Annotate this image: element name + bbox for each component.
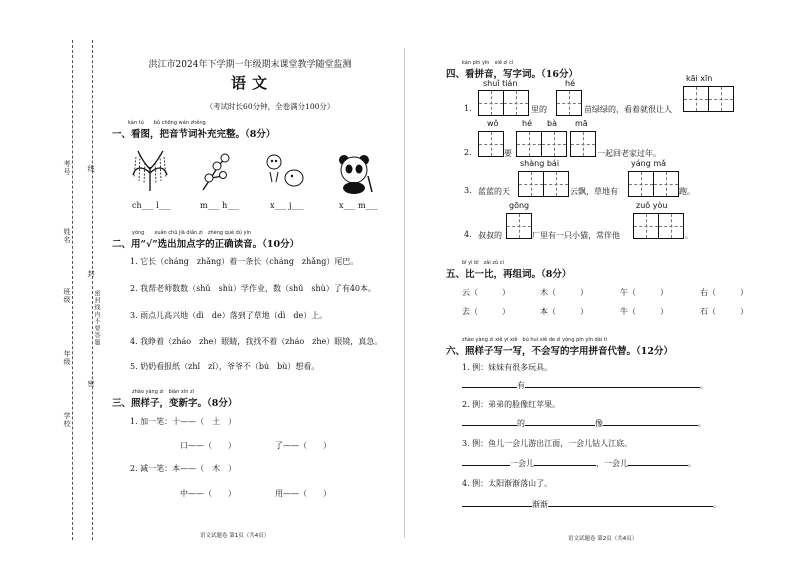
- s4-l1-py-3: kāi xīn: [686, 74, 713, 83]
- s6-pinyin: zhào yàng zi xiě yi xiě bú huì xiě de zì yòng pīn yīn dài tì: [462, 337, 608, 343]
- s4-l4-text-1: 叔叔的: [478, 231, 502, 240]
- s5-r1-4: 右（ ）: [700, 288, 748, 297]
- s4-l2-py-4: mā: [575, 119, 588, 128]
- plum-blossom-icon: [197, 150, 233, 192]
- s4-l3-py-2: yáng mǎ: [631, 159, 667, 168]
- s4-l3-grid-1[interactable]: [518, 171, 544, 197]
- field-class: 班级: [63, 288, 71, 304]
- s4-l1-grid-3[interactable]: [556, 90, 582, 116]
- s2-item-5: 5. 奶奶看报纸（zhǐ zǐ），爷爷不（bú bù）想看。: [130, 362, 320, 371]
- s2-pinyin: yòng xuǎn chū jiā diǎn zì zhèng què dú yīn: [132, 230, 252, 236]
- s4-l4-grid-3[interactable]: [658, 213, 684, 239]
- s4-l2-py-3: bà: [547, 119, 557, 128]
- s1-item-3: x___ j___: [270, 201, 304, 210]
- exam-title: 洪江市2024年下学期一年级期末课堂教学随堂监测: [148, 60, 352, 70]
- s5-r2-4: 石（ ）: [700, 307, 748, 316]
- s4-l2-grid-4[interactable]: [570, 131, 596, 157]
- s4-l4-num: 4.: [464, 230, 472, 239]
- s4-l2-text-2: 一起回老家过年。: [597, 149, 661, 158]
- field-school: 学校: [63, 412, 71, 428]
- s4-l4-grid-2[interactable]: [633, 213, 659, 239]
- s6-ex-3: 3. 例：鱼儿一会儿游出江面，一会儿钻人江底。: [462, 439, 633, 448]
- s4-l3-grid-4[interactable]: [653, 171, 679, 197]
- chicks-icon: [262, 152, 306, 190]
- s4-l4-py-1: gōng: [509, 201, 530, 210]
- s4-l2-py-2: hé: [522, 119, 532, 128]
- s6-ans3-part-3: 。: [688, 459, 696, 468]
- page-divider: [404, 48, 405, 538]
- willow-tree-icon: [130, 147, 170, 192]
- seal-line-outer: [72, 40, 73, 540]
- s5-r1-3: 午（ ）: [620, 288, 668, 297]
- s6-answer-4: [462, 499, 721, 510]
- s6-title: 六、照样子写一写，不会写的字用拼音代替。（12分）: [446, 346, 673, 357]
- s4-l1-grid-2[interactable]: [503, 90, 529, 116]
- s2-title: 二、用“√”选出加点字的正确读音。（10分）: [112, 239, 300, 250]
- panda-icon: [336, 152, 374, 194]
- s6-ans3-part-2: ，一会儿: [596, 459, 628, 468]
- s6-ex-1: 1. 例：妹妹有很多玩具。: [462, 363, 553, 372]
- s4-l3-text-1: 蓝蓝的天: [478, 187, 510, 196]
- field-name: 姓名: [63, 228, 71, 244]
- s4-l4-grid-1[interactable]: [506, 213, 532, 239]
- s3-pinyin: zhào yàng zi biàn xīn zì: [132, 389, 194, 395]
- binding-margin: [0, 0, 100, 561]
- s6-answer-1: [462, 380, 708, 391]
- s3-add-item-1: 口——（ ）: [180, 441, 236, 450]
- s3-title: 三、照样子，变新字。（8分）: [112, 398, 238, 409]
- s4-l3-num: 3.: [464, 186, 472, 195]
- s4-pinyin: kàn pīn yīn xiě zì cí: [462, 60, 514, 66]
- s4-l2-grid-2[interactable]: [516, 131, 542, 157]
- s5-r1-1: 云（ ）: [462, 288, 510, 297]
- s6-answer-3: [462, 458, 696, 469]
- s2-item-1: 1. 它长（cháng zhǎng）着一条长（cháng zhǎng）尾巴。: [130, 257, 359, 266]
- seal-mark-line: 线: [87, 165, 95, 173]
- seal-warning: 密封线内不要答题: [93, 290, 100, 346]
- s6-ans1-part-1: 有: [517, 381, 525, 390]
- s4-l1-text-2: 苗绿绿的，看着就很让人: [584, 105, 672, 114]
- s6-ans2-part-3: 。: [698, 419, 706, 428]
- s4-l2-text-1: 要: [504, 149, 512, 158]
- s3-sub-item-1: 中——（ ）: [180, 489, 236, 498]
- s4-l1-text-1: 里的: [531, 105, 547, 114]
- s4-l1-grid-4[interactable]: [683, 86, 709, 112]
- subject-title: 语文: [230, 74, 273, 92]
- s6-ans2-part-2: 像: [595, 419, 603, 428]
- s6-ans2-part-1: 的: [517, 419, 525, 428]
- s5-r2-1: 去（ ）: [462, 307, 510, 316]
- s6-ans4-part-2: 。: [713, 500, 721, 509]
- field-exam-number: 考号: [63, 160, 71, 176]
- s1-item-2: m___ h___: [200, 201, 240, 210]
- s4-l1-py-1: shuǐ tián: [483, 79, 518, 88]
- s1-item-1: ch___ l___: [132, 201, 171, 210]
- field-grade: 年级: [63, 350, 71, 366]
- s1-pinyin: kàn tú bǔ chōng wán zhěng: [128, 120, 206, 126]
- s1-item-4: x___ m___: [339, 201, 378, 210]
- s2-item-4: 4. 我睁着（zháo zhe）眼睛，我找不着（zháo zhe）眼镜，真急。: [130, 337, 383, 346]
- s4-l1-py-2: hé: [565, 79, 575, 88]
- s4-l3-text-2: 云飘，草地有: [570, 187, 618, 196]
- s4-l2-num: 2.: [464, 148, 472, 157]
- s4-title: 四、看拼音，写字词。（16分）: [446, 69, 578, 80]
- s4-l4-py-2: zuǒ yòu: [636, 201, 668, 210]
- footer-page-2: 语文试题卷 第2页（共4页）: [568, 536, 638, 542]
- exam-note: （考试时长60分钟，全卷满分100分）: [205, 102, 335, 111]
- s6-ans1-part-2: 。: [700, 381, 708, 390]
- seal-mark-close: 密: [87, 380, 95, 388]
- s5-r1-2: 木（ ）: [540, 288, 588, 297]
- s4-l2-grid-3[interactable]: [541, 131, 567, 157]
- s6-ans3-part-1: 一会儿: [510, 459, 534, 468]
- s4-l2-py-1: wǒ: [487, 119, 499, 128]
- s6-answer-2: [462, 418, 706, 429]
- s5-title: 五、比一比，再组词。（8分）: [446, 269, 572, 280]
- s3-sub-label: 2. 减一笔：本——（ 木 ）: [130, 464, 237, 473]
- s2-item-2: 2. 我帮老师数数（shǔ shù）学作业，数（shǔ shù）了有40本。: [130, 284, 376, 293]
- s2-item-3: 3. 雨点儿高兴地（dì de）落到了草地（dì de）上。: [130, 311, 328, 320]
- s4-l3-grid-2[interactable]: [543, 171, 569, 197]
- s4-l4-text-3: 。: [685, 231, 693, 240]
- s3-sub-item-2: 用——（ ）: [275, 489, 331, 498]
- s4-l3-text-3: 跑。: [679, 187, 695, 196]
- s5-r2-2: 本（ ）: [540, 307, 588, 316]
- s3-add-label: 1. 加一笔：十——（ 土 ）: [130, 417, 237, 426]
- s4-l2-grid-1[interactable]: [478, 131, 504, 157]
- s4-l3-grid-3[interactable]: [628, 171, 654, 197]
- s4-l1-num: 1.: [464, 104, 472, 113]
- seal-mark-seal: 封: [87, 270, 95, 278]
- s3-add-item-2: 了——（ ）: [275, 441, 331, 450]
- s1-title: 一、看图，把音节词补充完整。（8分）: [112, 129, 276, 140]
- s5-r2-3: 牛（ ）: [620, 307, 668, 316]
- s6-ex-2: 2. 例：弟弟的脸像红苹果。: [462, 400, 561, 409]
- s4-l4-text-2: 厂里有一只小猫，常伴他: [532, 231, 620, 240]
- s4-l1-grid-5[interactable]: [708, 86, 734, 112]
- footer-page-1: 语文试题卷 第1页（共4页）: [200, 533, 270, 539]
- s4-l3-py-1: shàng bái: [520, 159, 560, 168]
- s6-ans4-part-1: 渐渐: [532, 500, 548, 509]
- s5-pinyin: bǐ yì bǐ zài zǔ cí: [462, 260, 504, 266]
- s4-l1-grid-1[interactable]: [478, 90, 504, 116]
- s6-ex-4: 4. 例：太阳渐渐落山了。: [462, 479, 553, 488]
